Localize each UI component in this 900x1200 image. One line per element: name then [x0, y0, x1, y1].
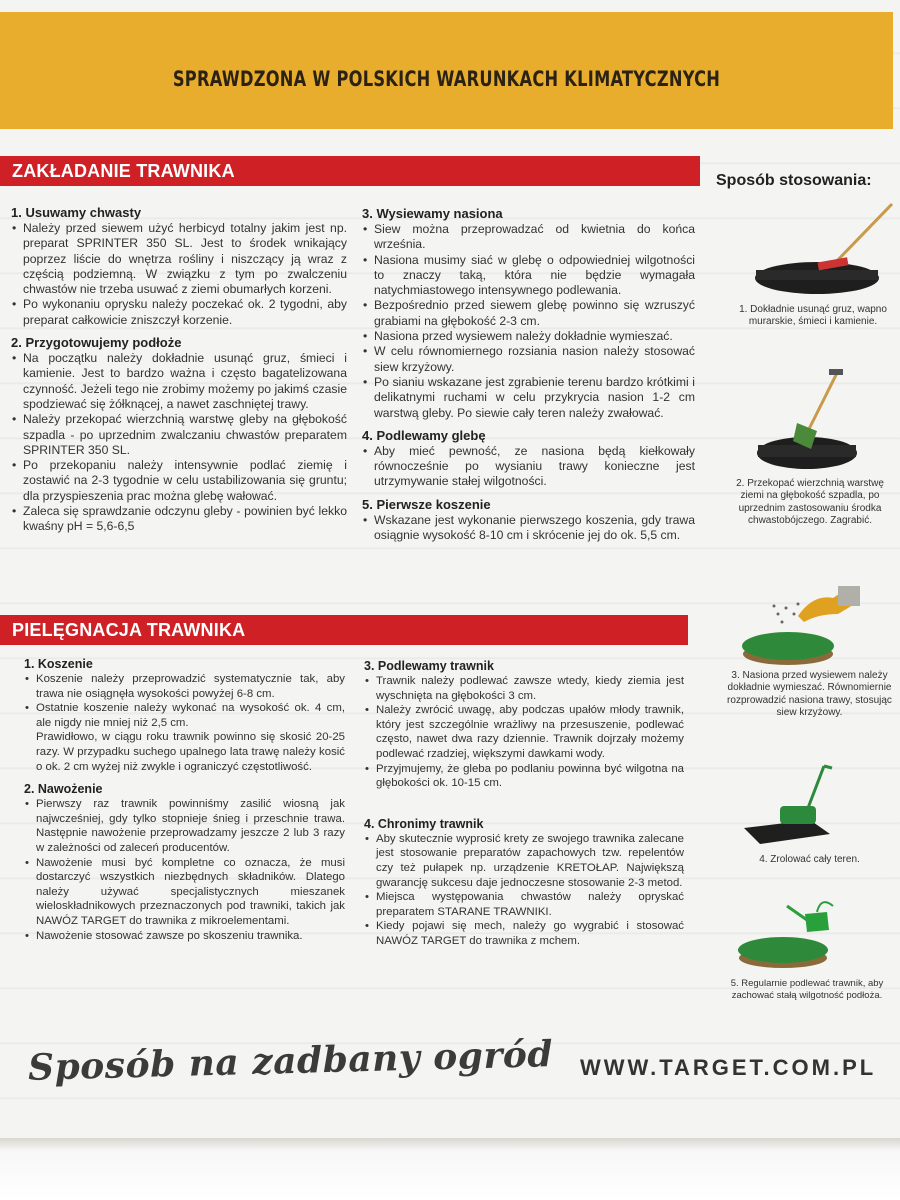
list-item: • Nawożenie stosować zawsze po skoszeniu trawnika. — [24, 929, 345, 944]
list-item: • Ostatnie koszenie należy wykonać na wysokość ok. 4 cm, ale nigdy nie mniej niż 2,5 cm. — [24, 701, 345, 730]
roller-illustration — [740, 760, 840, 852]
step-heading: 2. Przygotowujemy podłoże — [11, 335, 182, 351]
list-item: • Po wykonaniu oprysku należy poczekać ok. 2 tygodni, aby preparat całkowicie zniszczył korzenie. — [11, 297, 347, 328]
step-heading: 3. Podlewamy trawnik — [364, 659, 494, 673]
website-url[interactable]: WWW.TARGET.COM.PL — [580, 1055, 877, 1080]
step-heading: 3. Wysiewamy nasiona — [362, 206, 503, 221]
list-item: • Nasiona przed wysiewem należy dokładnie wymieszać. — [362, 329, 695, 344]
list-item: • Pierwszy raz trawnik powinniśmy zasilić wiosną jak najwcześniej, gdy tylko stopnieje śnieg i przeschnie trawa. Następnie nawożenie przeprowadzamy jeszcze 2 lub 3 razy w zależności od zaleceń producentów. — [24, 797, 345, 855]
seeding-illustration — [738, 584, 863, 666]
section-bar-lawn-setup — [0, 156, 700, 186]
setup-column-right — [362, 206, 695, 550]
watering-illustration — [735, 890, 845, 972]
usage-step-1: 1. Dokładnie usunąć gruz, wapno murarskie, śmieci i kamienie. — [739, 304, 887, 328]
top-banner — [0, 12, 893, 129]
section-title: ZAKŁADANIE TRAWNIKA — [12, 161, 235, 181]
list-item: • Aby skutecznie wyprosić krety ze swojego trawnika zalecane jest stosowanie preparatów zapachowych tzw. repelentów czy też pułapek np. urządzenie KRETOŁAP. Największą gwarancję sukcesu daje jednoczesne stosowanie 2-3 metod. — [364, 832, 684, 890]
brand-slogan: Sposób na zadbany ogród — [27, 1033, 554, 1089]
setup-column-left — [11, 205, 347, 542]
step-heading: 1. Usuwamy chwasty — [11, 205, 142, 220]
list-item: • Wskazane jest wykonanie pierwszego koszenia, gdy trawa osiągnie wysokość 8-10 cm i skrócenie jej do ok. 5,5 cm. — [362, 513, 695, 544]
list-item: • Przyjmujemy, że gleba po podlaniu powinna być wilgotna na głębokości ok. 10-15 cm. — [364, 762, 684, 791]
list-item: • Po przekopaniu należy intensywnie podlać ziemię i zostawić na 2-3 tygodnie w celu ustabilizowania się gruntu; dla przyspieszenia prac można glebę wałować. — [11, 458, 347, 504]
list-item: • Należy przed siewem użyć herbicyd totalny jakim jest np. preparat SPRINTER 350 SL. Jest to środek wnikający poprzez liście do wnętrza rośliny i niszczący ją wraz z częścią podziemną. W związku z tym po zwalczeniu chwastów nie trzeba usuwać z ziemi obumarłych korzeni. — [11, 221, 347, 297]
step-heading: 1. Koszenie — [24, 657, 93, 671]
section-title: PIELĘGNACJA TRAWNIKA — [12, 620, 246, 640]
usage-step-2: 2. Przekopać wierzchnią warstwę ziemi na głębokość szpadla, po uprzednim zastosowaniu środka chwastobójczego. Zagrabić. — [736, 478, 884, 527]
care-column-right — [364, 658, 684, 956]
list-item: • Bezpośrednio przed siewem glebę powinno się wzruszyć grabiami na głębokość 2-3 cm. — [362, 298, 695, 329]
box-edge — [0, 1138, 900, 1200]
list-item: • Nawożenie musi być kompletne co oznacza, że musi dostarczyć wszystkich niezbędnych składników. Dlatego należy używać specjalistycznych mieszanek wieloskładnikowych przeznaczonych pod trawniki, takich jak NAWÓZ TARGET do trawnika z mikroelementami. — [24, 856, 345, 929]
list-item: • Miejsca występowania chwastów należy opryskać preparatem STARANE TRAWNIKI. — [364, 890, 684, 919]
spade-soil-illustration — [755, 365, 865, 473]
list-item-continuation: Prawidłowo, w ciągu roku trawnik powinno się skosić 20-25 razy. W przypadku suchego upalnego lata trawę należy kosić o ok. 2 cm wyżej niż zwykle i ograniczyć częstotliwość. — [36, 731, 345, 773]
list-item: • Trawnik należy podlewać zawsze wtedy, kiedy ziemia jest wyschnięta na głębokości 3 cm. — [364, 674, 684, 703]
usage-title: Sposób stosowania: — [716, 172, 872, 189]
care-column-left — [24, 656, 345, 950]
list-item: • Kiedy pojawi się mech, należy go wygrabić i stosować NAWÓZ TARGET do trawnika z mchem. — [364, 919, 684, 948]
list-item: • Siew można przeprowadzać od kwietnia do końca września. — [362, 222, 695, 253]
usage-step-5: 5. Regularnie podlewać trawnik, aby zachować stałą wilgotność podłoża. — [730, 978, 884, 1001]
usage-step-4: 4. Zrolować cały teren. — [759, 854, 860, 865]
rake-soil-illustration — [752, 200, 900, 300]
list-item: • Na początku należy dokładnie usunąć gruz, śmieci i kamienie. Jest to bardzo ważna i często bagatelizowana czynność. Jeżeli tego nie zrobimy możemy po jakimś czasie spodziewać się żółknącej, a nawet zaschniętej trawy. — [11, 351, 347, 412]
banner-text: SPRAWDZONA W POLSKICH WARUNKACH KLIMATYCZNYCH — [172, 67, 721, 91]
step-heading: 4. Chronimy trawnik — [364, 816, 484, 831]
list-item: • Po sianiu wskazane jest zgrabienie terenu bardzo krótkimi i delikatnymi ruchami w celu przykrycia nasion 1-2 cm warstwą gleby. Po siewie cały teren należy zwałować. — [362, 375, 695, 421]
list-item: • Aby mieć pewność, ze nasiona będą kiełkowały równocześnie po wysianiu trawy konieczne jest utrzymywanie stałej wilgotności. — [362, 444, 695, 490]
step-heading: 4. Podlewamy glebę — [362, 427, 486, 443]
list-item: • Nasiona musimy siać w glebę o odpowiedniej wilgotności to znaczy taką, która nie będzie wymagała natychmiastowego intensywnego podlewania. — [362, 253, 695, 299]
step-heading: 5. Pierwsze koszenie — [362, 496, 491, 512]
list-item: • Koszenie należy przeprowadzić systematycznie tak, aby trawa nie osiągnęła wysokości powyżej 6-8 cm. — [24, 672, 345, 701]
section-bar-lawn-care — [0, 615, 688, 645]
list-item: • Należy zwrócić uwagę, aby podczas upałów młody trawnik, który jest szczególnie wrażliwy na przesuszenie, podlewać często, nawet dwa razy dziennie. Trawnik dojrzały możemy podlewać rzadziej, większymi dawkami wody. — [364, 703, 684, 761]
list-item: • Zaleca się sprawdzanie odczynu gleby - powinien być lekko kwaśny pH = 5,6-6,5 — [11, 504, 347, 535]
list-item: • W celu równomiernego rozsiania nasion należy stosować siew krzyżowy. — [362, 344, 695, 375]
usage-step-3: 3. Nasiona przed wysiewem należy dokładnie wymieszać. Równomiernie rozprowadzić nasiona trawy, stosując siew krzyżowy. — [727, 670, 892, 719]
step-heading: 2. Nawożenie — [24, 782, 103, 797]
list-item: • Należy przekopać wierzchnią warstwę gleby na głębokość szpadla - po uprzednim zwalczaniu chwastów preparatem SPRINTER 350 SL. — [11, 412, 347, 458]
